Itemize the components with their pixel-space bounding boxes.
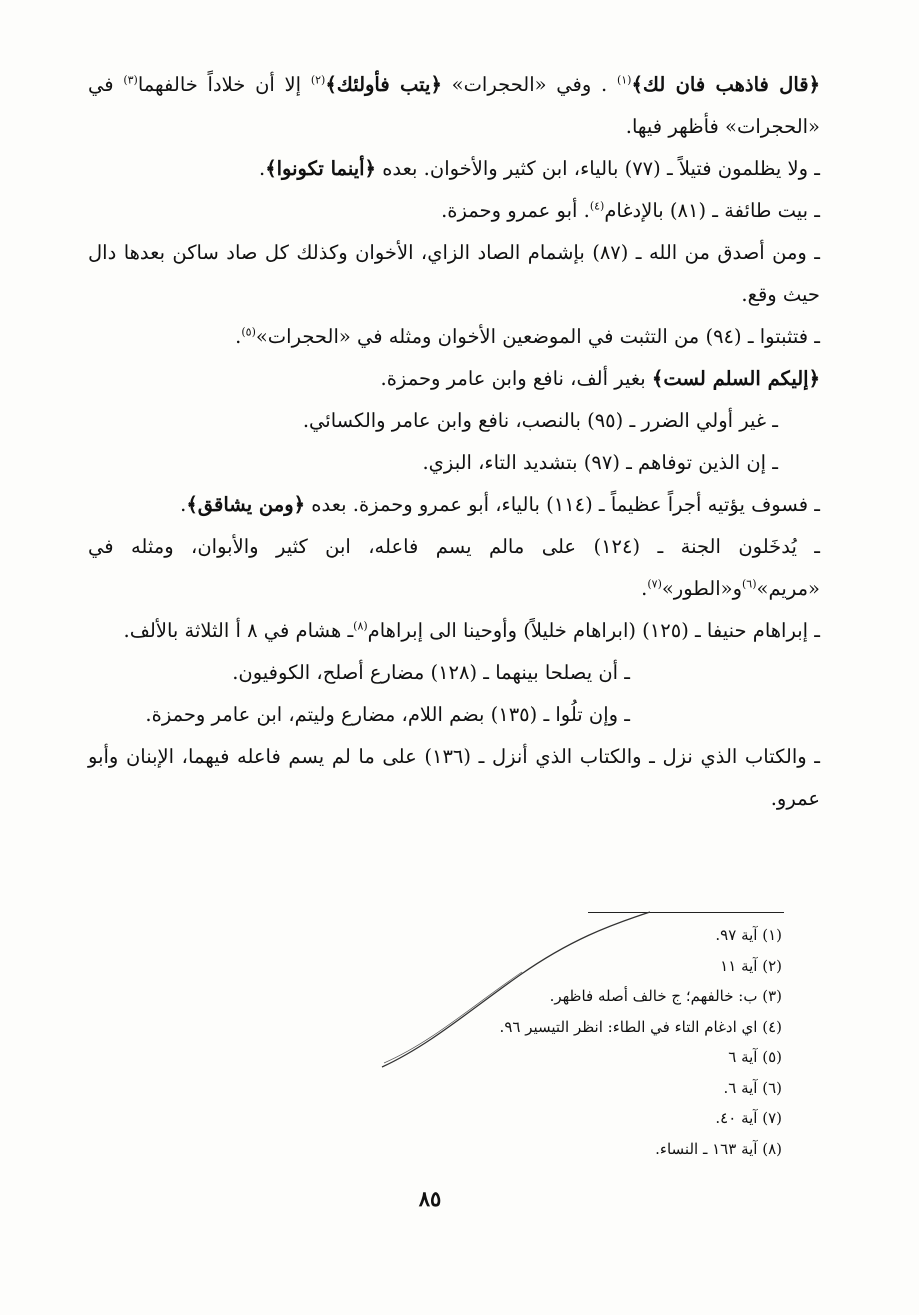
- footnote-ref: (٦): [742, 577, 757, 591]
- footnote-ref: (٣): [123, 73, 138, 87]
- quran-quote: ﴿إليكم السلم لست﴾: [651, 367, 820, 390]
- text-run: ـ والكتاب الذي نزل ـ والكتاب الذي أنزل ـ (١٣٦) على ما لم يسم فاعله فيهما، الإبنان وأبو عمرو.: [88, 745, 820, 810]
- text-run: . وفي «الحجرات»: [451, 73, 608, 96]
- page-number: ٨٥: [418, 1186, 442, 1211]
- paragraph-7: [88, 400, 820, 442]
- text-run: . أبو عمرو وحمزة.: [441, 199, 590, 222]
- text-run: ـ ومن أصدق من الله ـ (٨٧) بإشمام الصاد الزاي، الأخوان وكذلك كل صاد ساكن بعدها دال حيث وقع.: [88, 241, 820, 306]
- footnote-ref: (٥): [241, 325, 256, 339]
- paragraph-4: [88, 232, 820, 316]
- paragraph-1: [88, 64, 820, 148]
- text-run: في «الحجرات» فأظهر فيها.: [88, 73, 820, 138]
- text-run: ـ فتثبتوا ـ (٩٤) من التثبت في الموضعين الأخوان ومثله في «الحجرات»: [255, 325, 820, 348]
- footnote-4: (٤) اي ادغام التاء في الطاء: انظر التيسير ٩٦.: [499, 1017, 782, 1036]
- footnote-2: (٢) آية ١١: [720, 956, 782, 975]
- footnote-ref: (٤): [589, 199, 605, 213]
- quran-quote: ﴿ومن يشاقق﴾: [186, 493, 306, 516]
- text-run: .: [180, 493, 187, 516]
- text-run: ـ بيت طائفة ـ (٨١) بالإدغام: [604, 199, 820, 222]
- text-run: ـ غير أولي الضرر ـ (٩٥) بالنصب، نافع وابن عامر والكسائي.: [302, 409, 778, 432]
- text-run: ـ أن يصلحا بينهما ـ (١٢٨) مضارع أصلح، الكوفيون.: [232, 661, 630, 684]
- text-run: ـ إن الذين توفاهم ـ (٩٧) بتشديد التاء، البزي.: [422, 451, 778, 474]
- paragraph-10: [88, 526, 820, 610]
- paragraph-12: [88, 652, 820, 694]
- footnote-5: (٥) آية ٦: [728, 1048, 782, 1066]
- text-run: .: [235, 325, 242, 348]
- text-run: بغير ألف، نافع وابن عامر وحمزة.: [380, 367, 646, 390]
- text-run: ـ هشام في ٨ أ الثلاثة بالألف.: [123, 619, 354, 642]
- text-run: ـ ولا يظلمون فتيلاً ـ (٧٧) بالياء، ابن كثير والأخوان. بعده: [382, 157, 820, 180]
- footnote-ref: (٢): [310, 73, 326, 87]
- text-run: إلا أن خلاداً خالفهما: [137, 73, 302, 96]
- main-text: [88, 64, 820, 820]
- paragraph-8: [88, 442, 820, 484]
- footnote-ref: (٨): [353, 619, 368, 633]
- footnote-7: (٧) آية ٤٠.: [715, 1109, 782, 1127]
- paragraph-6: [88, 358, 820, 400]
- footnotes: [430, 920, 782, 1164]
- paragraph-9: [88, 484, 820, 526]
- paragraph-5: [88, 316, 820, 358]
- footnote-1: (١) آية ٩٧.: [715, 926, 782, 944]
- quran-quote: ﴿يتب فأولئك﴾: [325, 73, 442, 96]
- footnote-ref: (١): [616, 73, 632, 87]
- footnote-3: (٣) ب: خالفهم؛ ج خالف أصله فاظهر.: [549, 987, 782, 1005]
- text-run: .: [259, 157, 266, 180]
- text-run: ـ يُدخَلون الجنة ـ (١٢٤) على مالم يسم فاعله، ابن كثير والأبوان، ومثله في «مريم»: [88, 535, 821, 600]
- paragraph-3: [88, 190, 820, 232]
- text-run: و«الطور»: [661, 577, 742, 600]
- paragraph-11: [88, 610, 820, 652]
- text-run: ـ فسوف يؤتيه أجراً عظيماً ـ (١١٤) بالياء، أبو عمرو وحمزة. بعده: [311, 493, 820, 516]
- footnote-ref: (٧): [647, 577, 662, 591]
- quran-quote: ﴿أينما تكونوا﴾: [265, 157, 376, 180]
- quran-quote: ﴿قال فاذهب فان لك﴾: [631, 73, 821, 96]
- footnote-6: (٦) آية ٦.: [723, 1078, 782, 1097]
- footnote-separator: [588, 912, 784, 913]
- footnote-8: (٨) آية ١٦٣ ـ النساء.: [655, 1139, 782, 1158]
- paragraph-2: [88, 148, 820, 190]
- paragraph-13: [88, 694, 820, 736]
- text-run: ـ إبراهام حنيفا ـ (١٢٥) (ابراهام خليلاً) وأوحينا الى إبراهام: [367, 619, 820, 642]
- text-run: ـ وإن تلُوا ـ (١٣٥) بضم اللام، مضارع وليتم، ابن عامر وحمزة.: [145, 703, 630, 726]
- text-run: .: [641, 577, 648, 600]
- paragraph-14: [88, 736, 820, 820]
